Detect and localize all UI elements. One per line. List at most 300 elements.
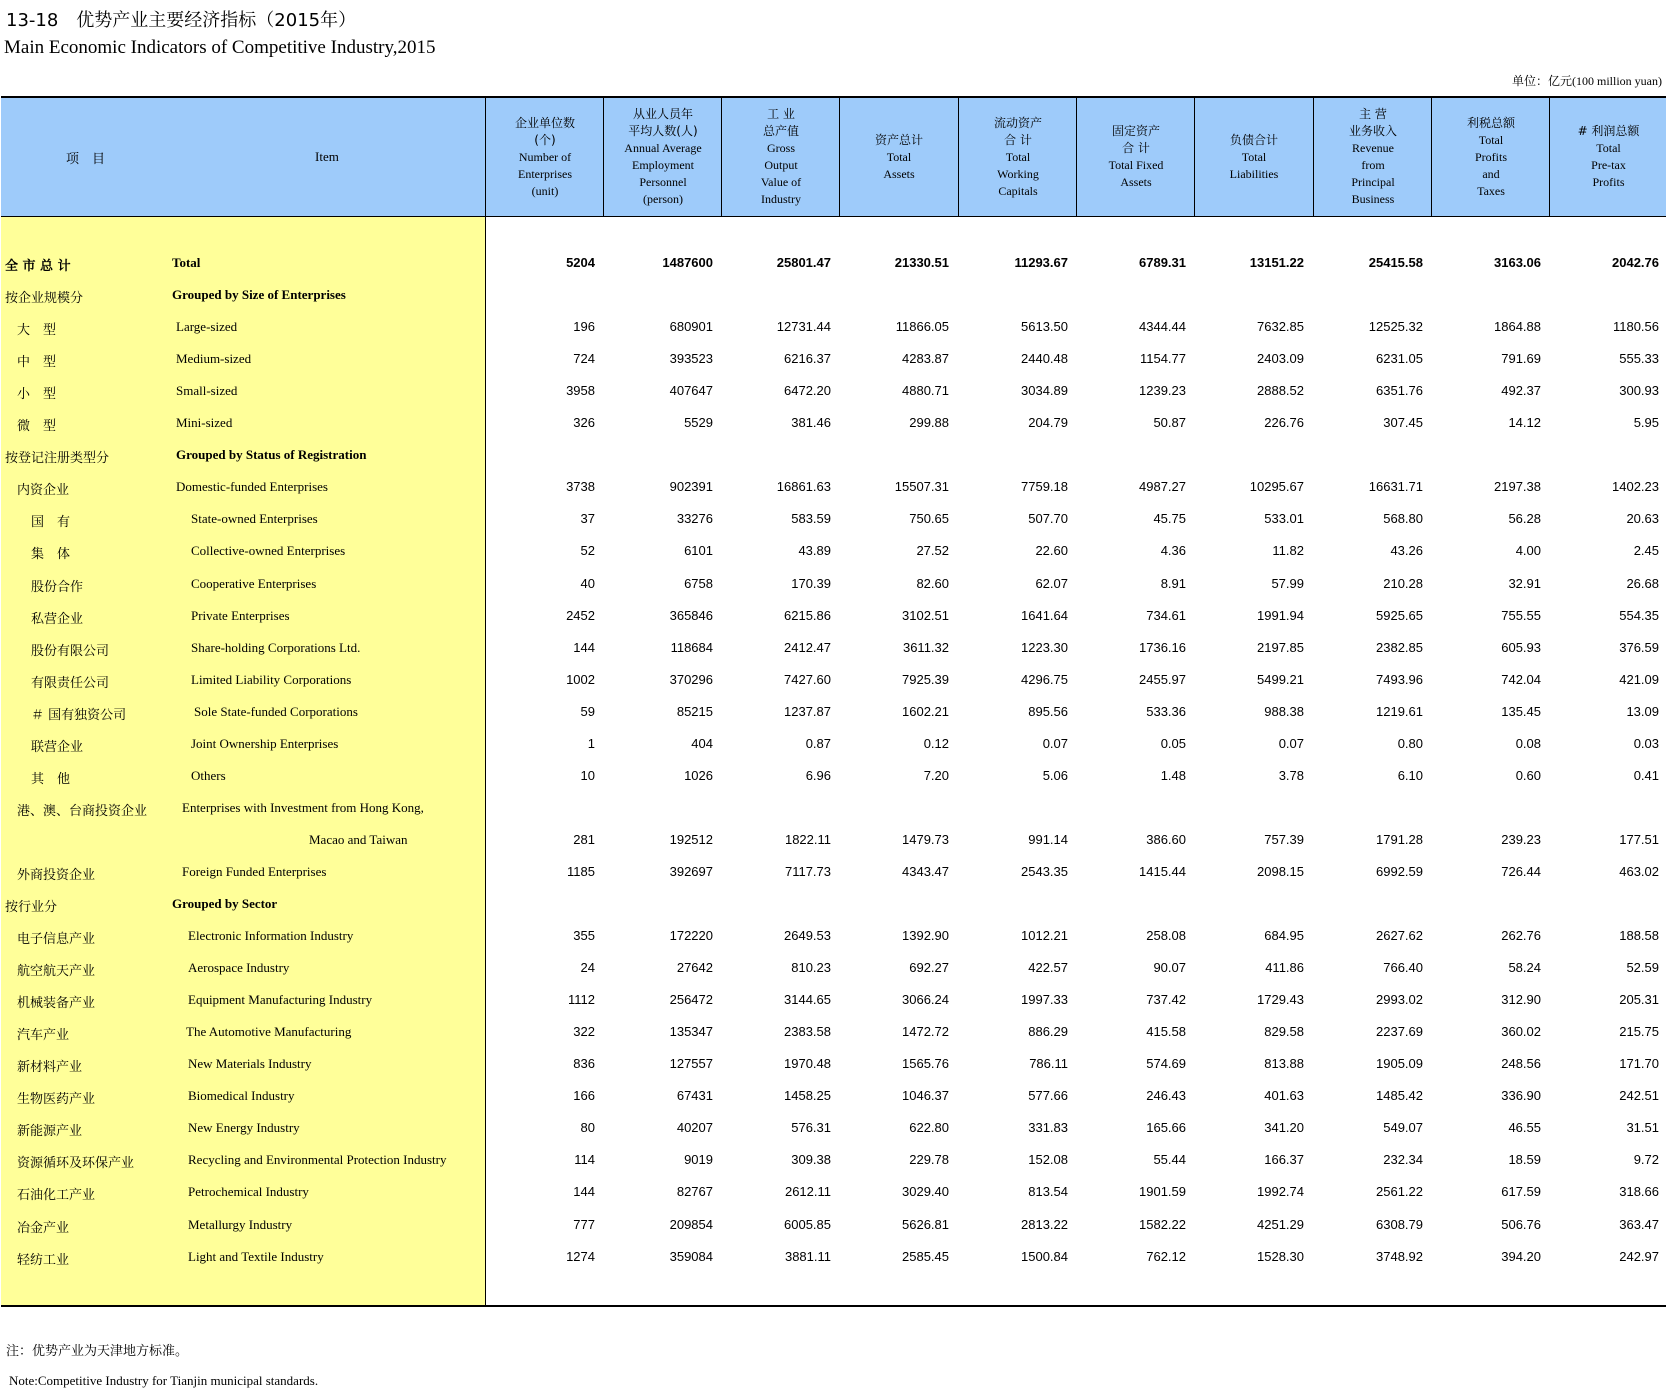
cell-value: 2382.85 bbox=[1376, 639, 1423, 655]
cell-value: 6216.37 bbox=[784, 351, 831, 367]
column-header-en: Number of Enterprises (unit) bbox=[518, 149, 572, 198]
cell-value: 1487600 bbox=[662, 255, 713, 270]
cell-value: 37 bbox=[580, 511, 595, 527]
cell-value: 7427.60 bbox=[784, 671, 831, 687]
cell-value: 407647 bbox=[669, 383, 713, 399]
row-label-cn: 机械装备产业 bbox=[17, 996, 96, 1012]
row-label-en: Limited Liability Corporations bbox=[191, 671, 352, 687]
table-row bbox=[1, 1176, 1666, 1208]
cell-value: 43.89 bbox=[798, 543, 831, 559]
cell-value: 4.36 bbox=[1160, 543, 1186, 559]
table-row bbox=[1, 568, 1666, 600]
cell-value: 82767 bbox=[676, 1184, 713, 1200]
cell-value: 7117.73 bbox=[784, 863, 831, 879]
cell-value: 27.52 bbox=[916, 543, 949, 559]
cell-value: 209854 bbox=[669, 1216, 713, 1232]
cell-value: 404 bbox=[691, 735, 713, 751]
row-label-cn: 国 有 bbox=[31, 515, 71, 531]
cell-value: 3.78 bbox=[1278, 767, 1304, 783]
row-label-en: Sole State-funded Corporations bbox=[194, 703, 358, 719]
cell-value: 22.60 bbox=[1035, 543, 1068, 559]
cell-value: 4283.87 bbox=[902, 351, 949, 367]
cell-value: 421.09 bbox=[1619, 671, 1659, 687]
cell-value: 215.75 bbox=[1619, 1024, 1659, 1040]
cell-value: 0.87 bbox=[805, 735, 831, 751]
cell-value: 2197.85 bbox=[1257, 639, 1304, 655]
column-header-en: Annual Average Employment Personnel (person) bbox=[624, 141, 702, 206]
cell-value: 6308.79 bbox=[1376, 1216, 1423, 1232]
cell-value: 2412.47 bbox=[784, 639, 831, 655]
cell-value: 365846 bbox=[669, 607, 713, 623]
cell-value: 52.59 bbox=[1626, 960, 1659, 976]
cell-value: 309.38 bbox=[791, 1152, 831, 1168]
item-header-cn: 项 目 bbox=[66, 152, 106, 167]
table-row bbox=[1, 600, 1666, 632]
table-row bbox=[1, 760, 1666, 792]
cell-value: 33276 bbox=[676, 511, 713, 527]
cell-value: 6789.31 bbox=[1139, 255, 1186, 270]
table-header bbox=[1, 98, 1666, 217]
row-label-en: Private Enterprises bbox=[191, 607, 290, 623]
row-label-cn: 全 市 总 计 bbox=[5, 259, 71, 274]
cell-value: 281 bbox=[573, 831, 595, 847]
cell-value: 2888.52 bbox=[1257, 383, 1304, 399]
cell-value: 0.08 bbox=[1515, 735, 1541, 751]
cell-value: 726.44 bbox=[1501, 863, 1541, 879]
cell-value: 204.79 bbox=[1028, 415, 1068, 431]
cell-value: 1736.16 bbox=[1139, 639, 1186, 655]
cell-value: 370296 bbox=[669, 671, 713, 687]
cell-value: 6215.86 bbox=[784, 607, 831, 623]
row-label-en: Petrochemical Industry bbox=[188, 1184, 309, 1200]
cell-value: 50.87 bbox=[1153, 415, 1186, 431]
row-label-en: Grouped by Size of Enterprises bbox=[172, 287, 346, 303]
row-label-en: Mini-sized bbox=[176, 415, 233, 431]
cell-value: 2452 bbox=[566, 607, 595, 623]
cell-value: 166.37 bbox=[1264, 1152, 1304, 1168]
column-header-cn: # 利润总额 bbox=[1577, 124, 1640, 138]
column-header-2 bbox=[603, 98, 722, 216]
cell-value: 766.40 bbox=[1383, 960, 1423, 976]
cell-value: 239.23 bbox=[1501, 831, 1541, 847]
cell-value: 3034.89 bbox=[1021, 383, 1068, 399]
cell-value: 114 bbox=[574, 1152, 595, 1168]
row-label-en: Large-sized bbox=[176, 319, 238, 335]
row-label-cn: 港、澳、台商投资企业 bbox=[17, 803, 148, 819]
row-label-en: Aerospace Industry bbox=[188, 960, 290, 976]
cell-value: 341.20 bbox=[1264, 1120, 1304, 1136]
cell-value: 2585.45 bbox=[902, 1248, 949, 1264]
row-label-cn: 集 体 bbox=[31, 547, 71, 563]
table-row bbox=[1, 1048, 1666, 1080]
row-label-cn: 联营企业 bbox=[31, 739, 84, 755]
column-header-3 bbox=[721, 98, 840, 216]
cell-value: 836 bbox=[573, 1056, 595, 1072]
cell-value: 32.91 bbox=[1508, 575, 1541, 591]
cell-value: 1528.30 bbox=[1257, 1248, 1304, 1264]
cell-value: 336.90 bbox=[1501, 1088, 1541, 1104]
table-row bbox=[1, 888, 1666, 920]
cell-value: 6992.59 bbox=[1376, 863, 1423, 879]
cell-value: 1479.73 bbox=[902, 831, 949, 847]
cell-value: 0.05 bbox=[1160, 735, 1186, 751]
table-row bbox=[1, 984, 1666, 1016]
cell-value: 16631.71 bbox=[1368, 479, 1423, 495]
cell-value: 1602.21 bbox=[902, 703, 949, 719]
cell-value: 568.80 bbox=[1383, 511, 1423, 527]
cell-value: 1822.11 bbox=[784, 831, 831, 847]
column-header-10 bbox=[1549, 98, 1666, 216]
cell-value: 21330.51 bbox=[894, 255, 949, 270]
cell-value: 10 bbox=[580, 767, 595, 783]
cell-value: 895.56 bbox=[1028, 703, 1068, 719]
column-header-cn: 企业单位数 (个) bbox=[514, 115, 575, 147]
cell-value: 171.70 bbox=[1619, 1056, 1659, 1072]
row-label-en: Domestic-funded Enterprises bbox=[176, 479, 328, 495]
cell-value: 2543.35 bbox=[1021, 863, 1068, 879]
cell-value: 205.31 bbox=[1619, 992, 1659, 1008]
column-header-en: Total Assets bbox=[883, 149, 915, 181]
cell-value: 533.36 bbox=[1146, 703, 1186, 719]
cell-value: 4.00 bbox=[1515, 543, 1541, 559]
cell-value: 1905.09 bbox=[1376, 1056, 1423, 1072]
cell-value: 2197.38 bbox=[1494, 479, 1541, 495]
row-label-en: Total bbox=[172, 255, 201, 270]
cell-value: 363.47 bbox=[1619, 1216, 1659, 1232]
table-row bbox=[1, 728, 1666, 760]
cell-value: 5925.65 bbox=[1376, 607, 1423, 623]
cell-value: 40207 bbox=[676, 1120, 713, 1136]
table-row bbox=[1, 407, 1666, 439]
item-header-en: Item bbox=[315, 149, 339, 164]
cell-value: 1.48 bbox=[1160, 767, 1186, 783]
cell-value: 312.90 bbox=[1501, 992, 1541, 1008]
unit-label-en: (100 million yuan) bbox=[1572, 74, 1662, 88]
cell-value: 242.97 bbox=[1619, 1248, 1659, 1264]
cell-value: 7759.18 bbox=[1021, 479, 1068, 495]
cell-value: 1791.28 bbox=[1376, 831, 1423, 847]
cell-value: 6758 bbox=[684, 575, 713, 591]
column-header-cn: 从业人员年 平均人数(人) bbox=[628, 107, 698, 138]
cell-value: 3881.11 bbox=[784, 1248, 831, 1264]
cell-value: 3102.51 bbox=[902, 607, 949, 623]
row-label-cn: 私营企业 bbox=[31, 611, 84, 627]
cell-value: 7.20 bbox=[923, 767, 949, 783]
table-row bbox=[1, 375, 1666, 407]
row-label-cn: 按行业分 bbox=[5, 900, 58, 915]
row-label-en: The Automotive Manufacturing bbox=[186, 1024, 352, 1040]
cell-value: 4251.29 bbox=[1257, 1216, 1304, 1232]
cell-value: 359084 bbox=[669, 1248, 713, 1264]
cell-value: 0.03 bbox=[1633, 735, 1659, 751]
cell-value: 24 bbox=[580, 960, 595, 976]
cell-value: 762.12 bbox=[1146, 1248, 1186, 1264]
cell-value: 6472.20 bbox=[784, 383, 831, 399]
column-header-en: Total Working Capitals bbox=[997, 149, 1039, 198]
cell-value: 26.68 bbox=[1626, 575, 1659, 591]
cell-value: 737.42 bbox=[1146, 992, 1186, 1008]
cell-value: 1046.37 bbox=[902, 1088, 949, 1104]
cell-value: 1237.87 bbox=[784, 703, 831, 719]
row-label-cn: 股份有限公司 bbox=[31, 643, 110, 659]
cell-value: 492.37 bbox=[1501, 383, 1541, 399]
cell-value: 2403.09 bbox=[1257, 351, 1304, 367]
cell-value: 322 bbox=[573, 1024, 595, 1040]
cell-value: 82.60 bbox=[916, 575, 949, 591]
cell-value: 59 bbox=[580, 703, 595, 719]
cell-value: 1012.21 bbox=[1021, 928, 1068, 944]
cell-value: 1219.61 bbox=[1376, 703, 1423, 719]
cell-value: 2649.53 bbox=[784, 928, 831, 944]
row-label-en: Macao and Taiwan bbox=[309, 831, 408, 847]
cell-value: 144 bbox=[573, 639, 595, 655]
column-header-cn: 固定资产 合 计 bbox=[1111, 124, 1160, 155]
cell-value: 5499.21 bbox=[1257, 671, 1304, 687]
row-label-en: Others bbox=[191, 767, 226, 783]
cell-value: 1026 bbox=[684, 767, 713, 783]
cell-value: 1582.22 bbox=[1139, 1216, 1186, 1232]
cell-value: 12525.32 bbox=[1368, 319, 1423, 335]
cell-value: 3738 bbox=[566, 479, 595, 495]
cell-value: 533.01 bbox=[1264, 511, 1304, 527]
column-header-1 bbox=[485, 98, 604, 216]
cell-value: 165.66 bbox=[1146, 1120, 1186, 1136]
cell-value: 14.12 bbox=[1508, 415, 1541, 431]
cell-value: 1901.59 bbox=[1139, 1184, 1186, 1200]
cell-value: 62.07 bbox=[1035, 575, 1068, 591]
row-label-en: Grouped by Sector bbox=[172, 896, 278, 911]
cell-value: 2042.76 bbox=[1612, 255, 1659, 270]
cell-value: 13151.22 bbox=[1249, 255, 1304, 270]
cell-value: 463.02 bbox=[1619, 863, 1659, 879]
row-label-en: Medium-sized bbox=[176, 351, 252, 367]
table-row bbox=[1, 535, 1666, 567]
footnote-en: Note:Competitive Industry for Tianjin municipal standards. bbox=[9, 1373, 319, 1388]
cell-value: 886.29 bbox=[1028, 1024, 1068, 1040]
page-title-cn: 13-18 优势产业主要经济指标（2015年） bbox=[6, 10, 357, 31]
cell-value: 172220 bbox=[669, 928, 713, 944]
cell-value: 1154.77 bbox=[1139, 351, 1186, 367]
cell-value: 1239.23 bbox=[1139, 383, 1186, 399]
cell-value: 127557 bbox=[669, 1056, 713, 1072]
cell-value: 0.41 bbox=[1633, 767, 1659, 783]
table-row bbox=[1, 439, 1666, 471]
cell-value: 786.11 bbox=[1029, 1056, 1068, 1072]
cell-value: 0.80 bbox=[1397, 735, 1423, 751]
cell-value: 813.88 bbox=[1264, 1056, 1304, 1072]
cell-value: 56.28 bbox=[1508, 511, 1541, 527]
cell-value: 229.78 bbox=[909, 1152, 949, 1168]
cell-value: 3163.06 bbox=[1494, 255, 1541, 270]
cell-value: 18.59 bbox=[1508, 1152, 1541, 1168]
row-label-en: Electronic Information Industry bbox=[188, 928, 354, 944]
cell-value: 1485.42 bbox=[1376, 1088, 1423, 1104]
cell-value: 4987.27 bbox=[1139, 479, 1186, 495]
row-label-cn: 航空航天产业 bbox=[17, 964, 96, 980]
cell-value: 232.34 bbox=[1383, 1152, 1423, 1168]
cell-value: 57.99 bbox=[1271, 575, 1304, 591]
cell-value: 300.93 bbox=[1619, 383, 1659, 399]
row-label-cn: 电子信息产业 bbox=[17, 932, 96, 948]
cell-value: 0.60 bbox=[1515, 767, 1541, 783]
cell-value: 326 bbox=[573, 415, 595, 431]
cell-value: 1970.48 bbox=[784, 1056, 831, 1072]
table-row bbox=[1, 1016, 1666, 1048]
column-header-en: Revenue from Principal Business bbox=[1351, 141, 1395, 206]
cell-value: 1472.72 bbox=[902, 1024, 949, 1040]
cell-value: 1112 bbox=[568, 992, 595, 1008]
cell-value: 135347 bbox=[669, 1024, 713, 1040]
cell-value: 5529 bbox=[684, 415, 713, 431]
row-label-cn: 汽车产业 bbox=[17, 1028, 70, 1044]
row-label-cn: 轻纺工业 bbox=[17, 1252, 70, 1268]
cell-value: 1641.64 bbox=[1021, 607, 1068, 623]
cell-value: 196 bbox=[573, 319, 595, 335]
cell-value: 31.51 bbox=[1626, 1120, 1659, 1136]
row-label-cn: 大 型 bbox=[17, 323, 57, 339]
cell-value: 3144.65 bbox=[784, 992, 831, 1008]
cell-value: 902391 bbox=[669, 479, 713, 495]
cell-value: 25801.47 bbox=[776, 255, 831, 270]
cell-value: 742.04 bbox=[1501, 671, 1541, 687]
cell-value: 55.44 bbox=[1153, 1152, 1186, 1168]
cell-value: 791.69 bbox=[1501, 351, 1541, 367]
cell-value: 1 bbox=[587, 735, 595, 751]
cell-value: 11293.67 bbox=[1014, 255, 1068, 270]
cell-value: 506.76 bbox=[1501, 1216, 1541, 1232]
cell-value: 135.45 bbox=[1501, 703, 1541, 719]
table-row bbox=[1, 824, 1666, 856]
cell-value: 2993.02 bbox=[1376, 992, 1423, 1008]
row-label-en: Share-holding Corporations Ltd. bbox=[191, 639, 361, 655]
row-label-cn: 其 他 bbox=[31, 771, 71, 787]
column-header-8 bbox=[1313, 98, 1432, 216]
cell-value: 52 bbox=[580, 543, 595, 559]
page-title-en: Main Economic Indicators of Competitive Industry,2015 bbox=[4, 37, 436, 58]
cell-value: 45.75 bbox=[1153, 511, 1186, 527]
cell-value: 415.58 bbox=[1146, 1024, 1186, 1040]
cell-value: 4344.44 bbox=[1139, 319, 1186, 335]
cell-value: 2383.58 bbox=[784, 1024, 831, 1040]
cell-value: 6351.76 bbox=[1376, 383, 1423, 399]
cell-value: 6.96 bbox=[805, 767, 831, 783]
cell-value: 6.10 bbox=[1397, 767, 1423, 783]
cell-value: 734.61 bbox=[1146, 607, 1186, 623]
cell-value: 1223.30 bbox=[1021, 639, 1068, 655]
cell-value: 622.80 bbox=[909, 1120, 949, 1136]
column-header-cn: 负债合计 bbox=[1229, 132, 1278, 147]
cell-value: 7632.85 bbox=[1257, 319, 1304, 335]
cell-value: 11.82 bbox=[1272, 543, 1304, 559]
row-label-en: Equipment Manufacturing Industry bbox=[188, 992, 373, 1008]
cell-value: 829.58 bbox=[1264, 1024, 1304, 1040]
cell-value: 226.76 bbox=[1264, 415, 1304, 431]
row-label-en: Grouped by Status of Registration bbox=[176, 447, 367, 463]
cell-value: 0.07 bbox=[1042, 735, 1068, 751]
cell-value: 177.51 bbox=[1619, 831, 1659, 847]
cell-value: 5613.50 bbox=[1021, 319, 1068, 335]
cell-value: 166 bbox=[573, 1088, 595, 1104]
cell-value: 2098.15 bbox=[1257, 863, 1304, 879]
cell-value: 256472 bbox=[669, 992, 713, 1008]
cell-value: 555.33 bbox=[1619, 351, 1659, 367]
column-header-4 bbox=[839, 98, 958, 216]
cell-value: 5.06 bbox=[1042, 767, 1068, 783]
cell-value: 3958 bbox=[566, 383, 595, 399]
cell-value: 258.08 bbox=[1146, 928, 1186, 944]
cell-value: 1992.74 bbox=[1257, 1184, 1304, 1200]
cell-value: 1500.84 bbox=[1021, 1248, 1068, 1264]
cell-value: 1402.23 bbox=[1612, 479, 1659, 495]
cell-value: 1180.56 bbox=[1612, 319, 1659, 335]
cell-value: 4880.71 bbox=[902, 383, 949, 399]
unit-label-cn: 单位：亿元 bbox=[1511, 74, 1572, 88]
table-row bbox=[1, 279, 1666, 311]
cell-value: 0.12 bbox=[923, 735, 949, 751]
cell-value: 5204 bbox=[566, 255, 595, 270]
cell-value: 554.35 bbox=[1619, 607, 1659, 623]
cell-value: 1274 bbox=[566, 1248, 595, 1264]
cell-value: 1729.43 bbox=[1257, 992, 1304, 1008]
cell-value: 40 bbox=[580, 575, 595, 591]
cell-value: 755.55 bbox=[1501, 607, 1541, 623]
cell-value: 90.07 bbox=[1153, 960, 1186, 976]
cell-value: 144 bbox=[573, 1184, 595, 1200]
cell-value: 318.66 bbox=[1619, 1184, 1659, 1200]
column-header-5 bbox=[958, 98, 1077, 216]
cell-value: 2561.22 bbox=[1376, 1184, 1423, 1200]
cell-value: 991.14 bbox=[1028, 831, 1068, 847]
cell-value: 307.45 bbox=[1383, 415, 1423, 431]
cell-value: 393523 bbox=[669, 351, 713, 367]
row-label-en: Joint Ownership Enterprises bbox=[191, 735, 339, 751]
table-row bbox=[1, 1144, 1666, 1176]
cell-value: 331.83 bbox=[1028, 1120, 1068, 1136]
cell-value: 11866.05 bbox=[895, 319, 949, 335]
cell-value: 8.91 bbox=[1160, 575, 1186, 591]
cell-value: 1002 bbox=[566, 671, 595, 687]
cell-value: 4343.47 bbox=[902, 863, 949, 879]
table-row bbox=[1, 311, 1666, 343]
column-header-cn: 资产总计 bbox=[874, 132, 923, 147]
cell-value: 988.38 bbox=[1264, 703, 1304, 719]
table-row bbox=[1, 920, 1666, 952]
cell-value: 574.69 bbox=[1146, 1056, 1186, 1072]
column-header-en: Total Fixed Assets bbox=[1108, 158, 1164, 189]
cell-value: 2455.97 bbox=[1139, 671, 1186, 687]
cell-value: 46.55 bbox=[1508, 1120, 1541, 1136]
row-label-en: State-owned Enterprises bbox=[191, 511, 318, 527]
cell-value: 401.63 bbox=[1264, 1088, 1304, 1104]
cell-value: 10295.67 bbox=[1249, 479, 1304, 495]
table-row bbox=[1, 664, 1666, 696]
table-row bbox=[1, 792, 1666, 824]
row-label-cn: 冶金产业 bbox=[17, 1220, 70, 1236]
cell-value: 1997.33 bbox=[1021, 992, 1068, 1008]
row-label-cn: 资源循环及环保产业 bbox=[17, 1156, 135, 1172]
footnote-cn: 注：优势产业为天津地方标准。 bbox=[6, 1344, 189, 1359]
cell-value: 262.76 bbox=[1501, 928, 1541, 944]
row-label-en: Cooperative Enterprises bbox=[191, 575, 317, 591]
cell-value: 5.95 bbox=[1633, 415, 1659, 431]
cell-value: 5626.81 bbox=[902, 1216, 949, 1232]
cell-value: 1864.88 bbox=[1494, 319, 1541, 335]
cell-value: 392697 bbox=[669, 863, 713, 879]
column-header-cn: 利税总额 bbox=[1466, 115, 1515, 130]
column-header-en: Gross Output Value of Industry bbox=[760, 141, 802, 206]
table-row bbox=[1, 471, 1666, 503]
row-label-cn: 内资企业 bbox=[17, 483, 70, 499]
